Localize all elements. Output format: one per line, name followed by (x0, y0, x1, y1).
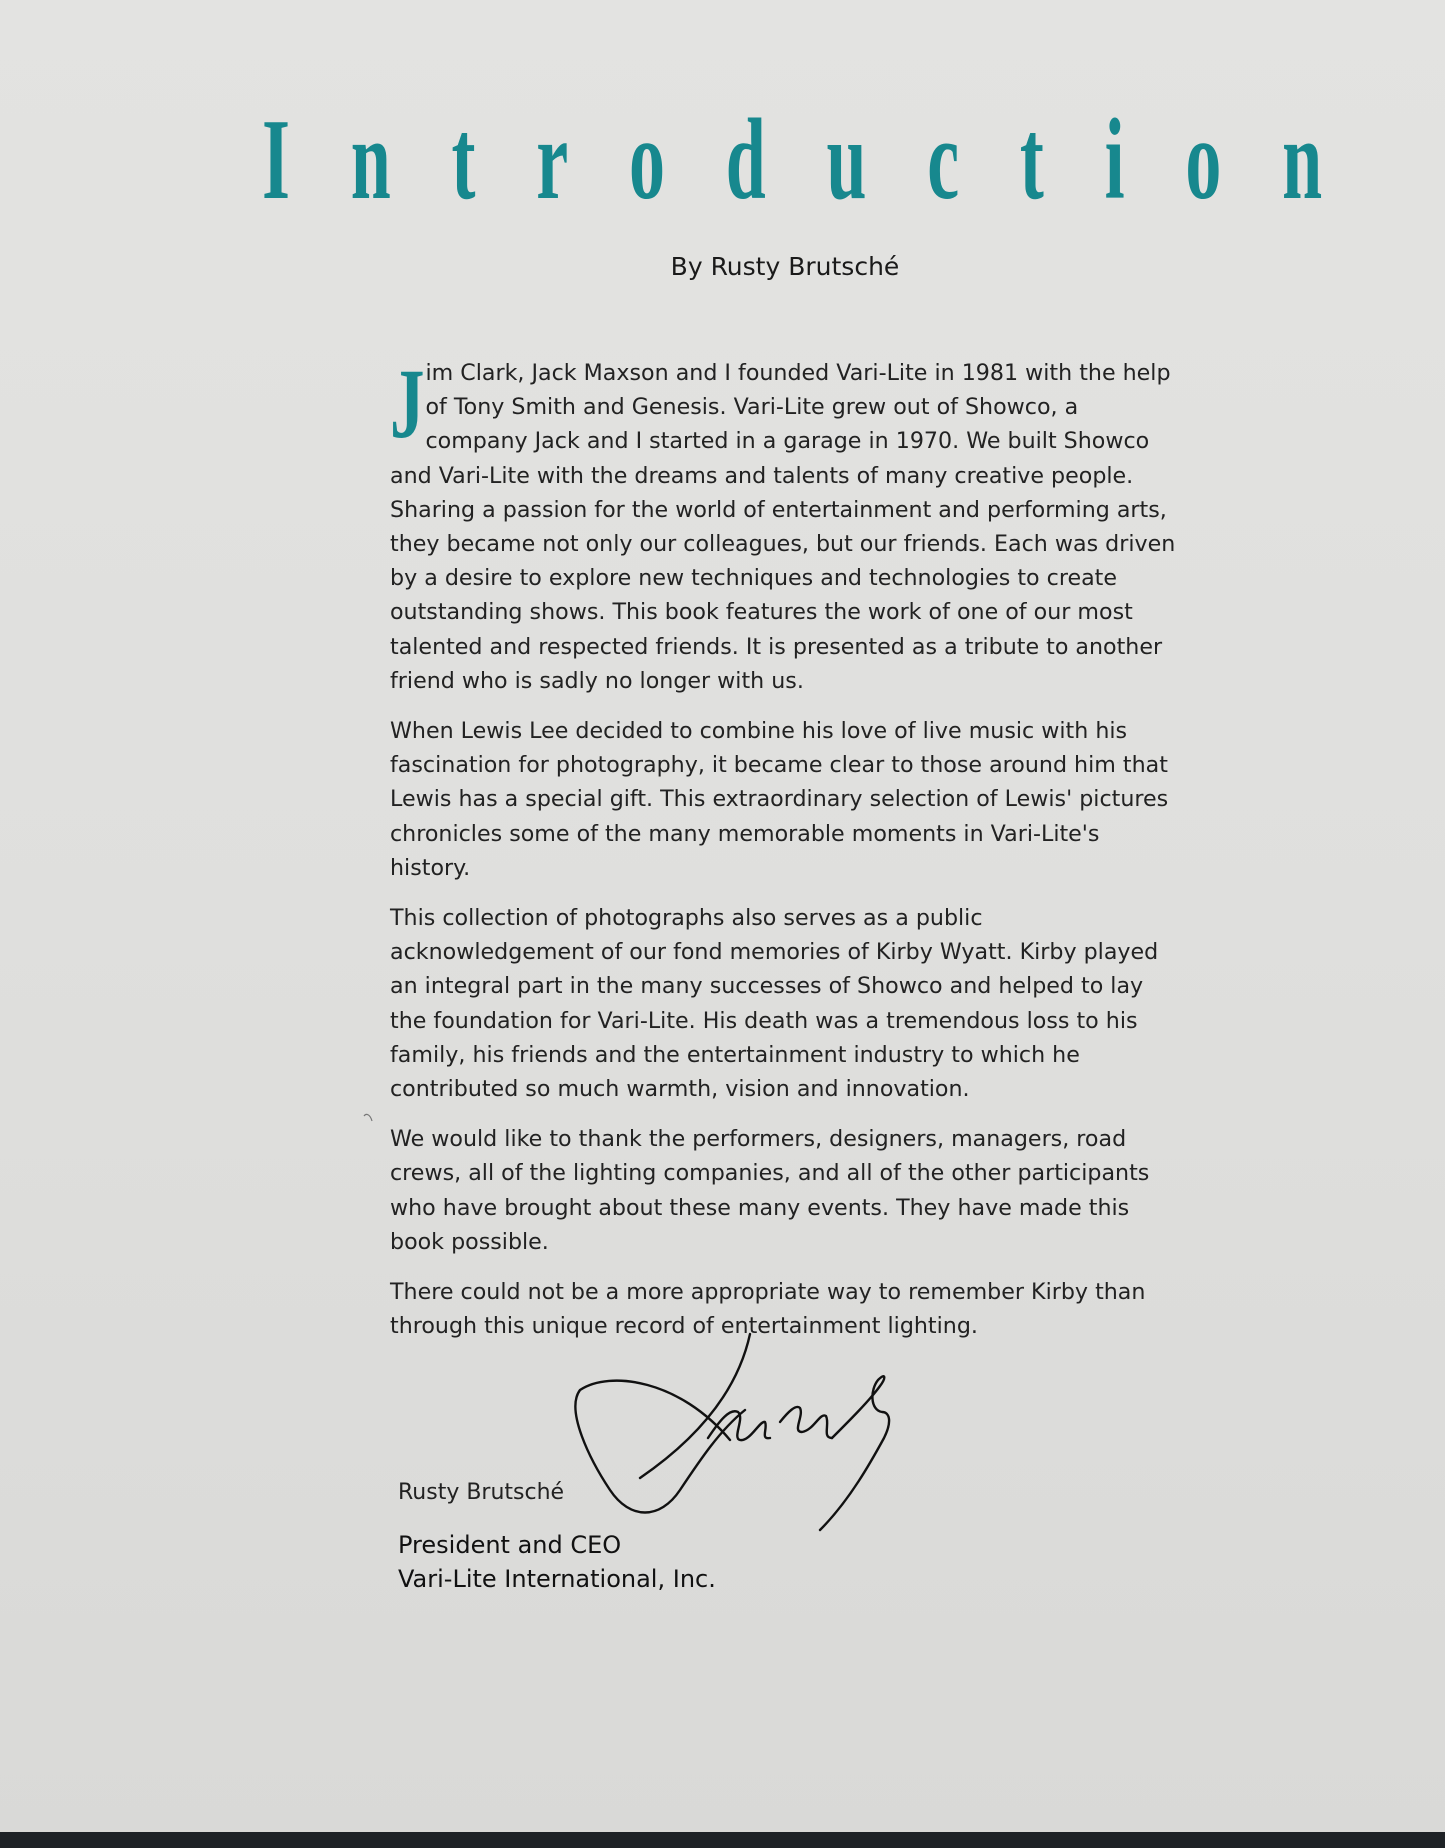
signer-title-block (398, 1528, 716, 1596)
title-letter: n (1282, 96, 1323, 224)
signer-company: Vari-Lite International, Inc. (398, 1565, 716, 1593)
title-letter: o (1185, 96, 1222, 224)
page-bottom-edge (0, 1832, 1445, 1848)
signer-name: Rusty Brutsché (398, 1480, 565, 1505)
title-letter: n (350, 96, 391, 224)
title-letter: t (1019, 96, 1044, 224)
page-title (262, 96, 1323, 224)
paragraph-2: When Lewis Lee decided to combine his love of live music with his fascination for photography, it became clear to those around him that Lewis has a special gift. This extraordinary selection of Lewis' pictures chronicles some of the many memorable moments in Vari-Lite's history. (390, 718, 1169, 881)
title-letter: i (1104, 96, 1125, 224)
title-letter: r (536, 96, 569, 224)
title-letter: c (927, 96, 960, 224)
title-letter: t (451, 96, 476, 224)
paragraph-1 (390, 348, 1178, 698)
handwritten-signature (570, 1320, 990, 1550)
paragraph-3: This collection of photographs also serves as a public acknowledgement of our fond memories of Kirby Wyatt. Kirby played an integral part in the many successes of Showco and helped to lay the foundation for Vari-Lite. His death was a tremendous loss to his family, his friends and the entertainment industry to which he contributed so much warmth, vision and innovation. (390, 905, 1159, 1103)
title-letter: u (826, 96, 867, 224)
drop-cap: J (390, 348, 425, 459)
byline: By Rusty Brutsché (670, 252, 900, 281)
title-letter: I (262, 96, 290, 224)
paragraph-1-text: im Clark, Jack Maxson and I founded Vari-Lite in 1981 with the help of Tony Smith and Genesis. Vari-Lite grew out of Showco, a company Jack and I started in a garage in 1970. We built Showco and Vari-Lite with the dreams and talents of many creative people. Sharing a passion for the world of entertainment and performing arts, they became not only our colleagues, but our friends. Each was driven by a desire to explore new techniques and technologies to create outstanding shows. This book features the work of one of our most talented and respected friends. It is presented as a tribute to another friend who is sadly no longer with us. (390, 360, 1176, 694)
title-letter: d (725, 96, 766, 224)
paper-mark-icon (362, 1112, 374, 1124)
paragraph-4: We would like to thank the performers, designers, managers, road crews, all of the lighting companies, and all of the other participants who have brought about these many events. They have made this book possible. (390, 1126, 1150, 1255)
paragraph-5: There could not be a more appropriate way to remember Kirby than through this unique record of entertainment lighting. (390, 1279, 1146, 1340)
title-letter: o (628, 96, 665, 224)
article-body (390, 348, 1178, 1359)
signer-position: President and CEO (398, 1531, 622, 1559)
